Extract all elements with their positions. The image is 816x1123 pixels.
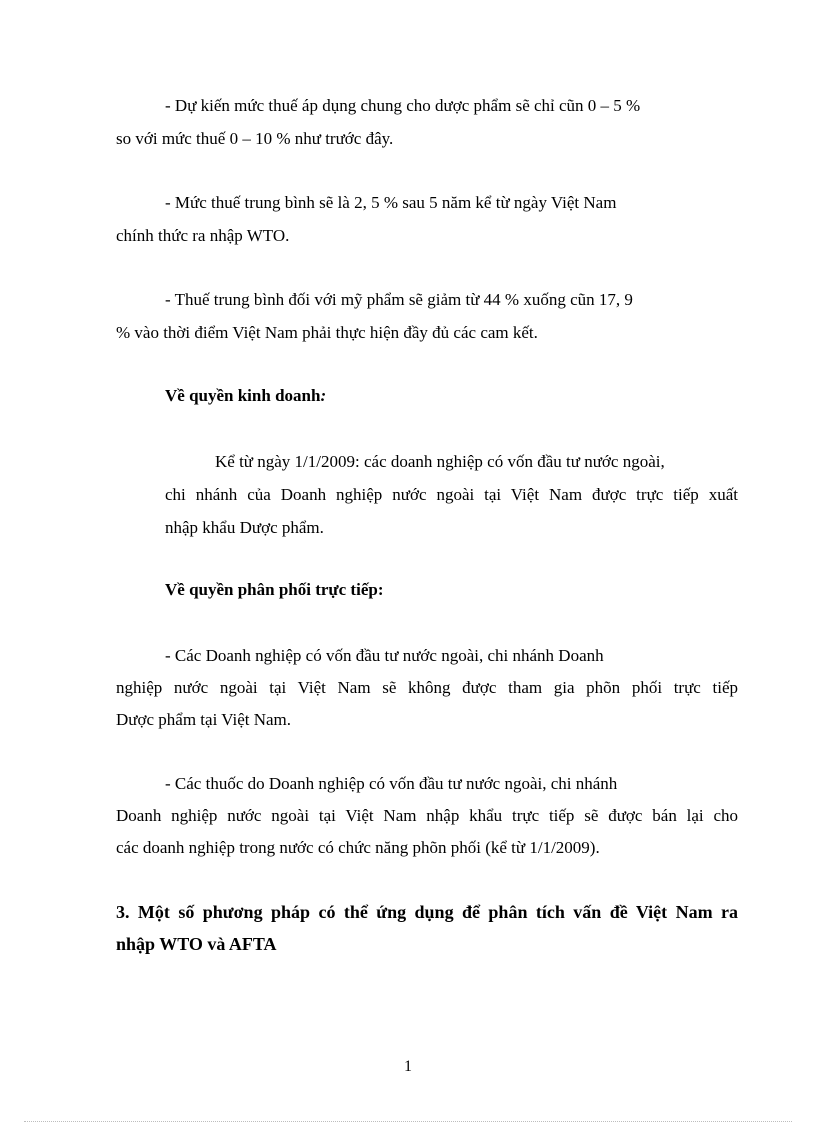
business-rights-para-line-1: Kể từ ngày 1/1/2009: các doanh nghiệp có vốn đầu tư nước ngoài, (215, 452, 665, 471)
cosmetics-tariff-line-1: - Thuế trung bình đối với mỹ phẩm sẽ giảm từ 44 % xuống cũn 17, 9 (165, 290, 633, 309)
distribution-item2-line-1: - Các thuốc do Doanh nghiệp có vốn đầu tư nước ngoài, chi nhánh (165, 774, 618, 793)
pharma-tariff-line-1: - Dự kiến mức thuế áp dụng chung cho dược phẩm sẽ chỉ cũn 0 – 5 % (165, 96, 641, 115)
average-tariff-line-1: - Mức thuế trung bình sẽ là 2, 5 % sau 5 năm kể từ ngày Việt Nam (165, 193, 617, 212)
business-rights-heading (165, 386, 326, 406)
business-rights-para-line-3: nhập khẩu Dược phẩm. (165, 518, 324, 537)
distribution-item1-line-1: - Các Doanh nghiệp có vốn đầu tư nước ngoài, chi nhánh Doanh (165, 646, 604, 665)
business-rights-heading-colon: : (320, 386, 327, 405)
pharma-tariff-line-2: so với mức thuế 0 – 10 % như trước đây. (116, 129, 394, 148)
distribution-item1-line-3: Dược phẩm tại Việt Nam. (116, 710, 292, 729)
distribution-item1-line-2: nghiệp nước ngoài tại Việt Nam sẽ không được tham gia phõn phối trực tiếp (116, 678, 738, 697)
cosmetics-tariff-line-2: % vào thời điểm Việt Nam phải thực hiện đầy đủ các cam kết. (116, 323, 538, 342)
section-3-heading-line-1: 3. Một số phương pháp có thể ứng dụng để phân tích vấn đề Việt Nam ra (116, 902, 738, 922)
business-rights-para-line-2: chi nhánh của Doanh nghiệp nước ngoài tại Việt Nam được trực tiếp xuất (165, 485, 738, 504)
section-3-heading-line-2: nhập WTO và AFTA (116, 934, 277, 954)
page-bottom-rule (24, 1121, 792, 1122)
distribution-rights-heading: Về quyền phân phối trực tiếp: (165, 580, 384, 599)
distribution-item2-line-3: các doanh nghiệp trong nước có chức năng phõn phối (kể từ 1/1/2009). (116, 838, 600, 857)
distribution-item2-line-2: Doanh nghiệp nước ngoài tại Việt Nam nhập khẩu trực tiếp sẽ được bán lại cho (116, 806, 738, 825)
business-rights-heading-text: Về quyền kinh doanh (165, 386, 321, 405)
page-number: 1 (404, 1058, 412, 1075)
average-tariff-line-2: chính thức ra nhập WTO. (116, 226, 290, 245)
